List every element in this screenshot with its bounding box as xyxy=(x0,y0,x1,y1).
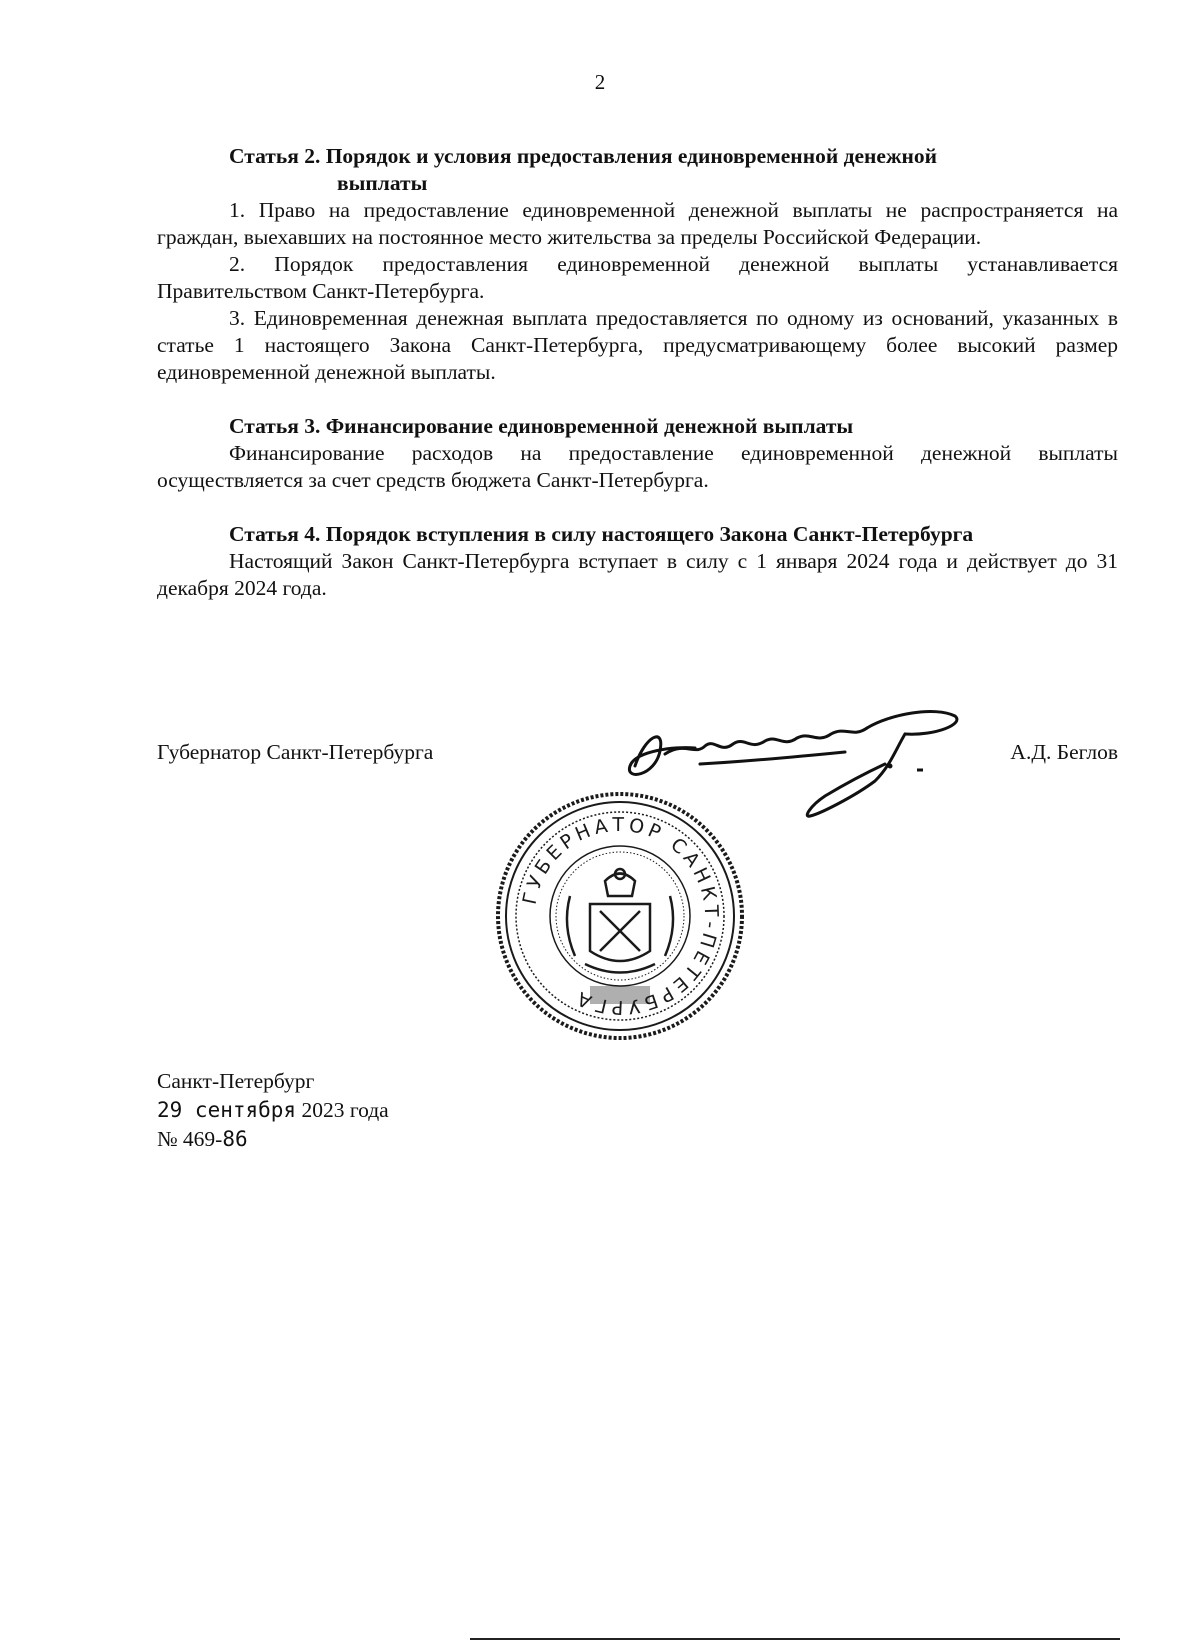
svg-text:ГУБЕРНАТОР САНКТ-ПЕТЕРБУРГА: ГУБЕРНАТОР САНКТ-ПЕТЕРБУРГА xyxy=(518,813,723,1019)
signatory-name: А.Д. Беглов xyxy=(1010,740,1118,764)
article-2-heading-line1: Статья 2. Порядок и условия предоставления единовременной денежной xyxy=(229,144,938,168)
article-4-paragraph-1: Настоящий Закон Санкт-Петербурга вступает в силу с 1 января 2024 года и действует до 31 декабря 2024 года. xyxy=(157,549,1118,600)
article-3-paragraph-1: Финансирование расходов на предоставление единовременной денежной выплаты осуществляется за счет средств бюджета Санкт-Петербурга. xyxy=(157,441,1118,492)
article-2-heading xyxy=(157,143,1118,197)
footer-city: Санкт-Петербург xyxy=(157,1069,315,1093)
article-4 xyxy=(157,521,1118,602)
signatory-position: Губернатор Санкт-Петербурга xyxy=(157,740,434,764)
article-2-paragraph-3: 3. Единовременная денежная выплата предоставляется по одному из оснований, указанных в статье 1 настоящего Закона Санкт-Петербурга, предусматривающему более высокий размер единовременной денежной выплаты. xyxy=(157,306,1118,384)
page-number: 2 xyxy=(594,70,606,94)
article-2-paragraph-2: 2. Порядок предоставления единовременной денежной выплаты устанавливается Правительством Санкт-Петербурга. xyxy=(157,252,1118,303)
footer-number-value: 86 xyxy=(222,1127,248,1151)
article-2-paragraph-1: 1. Право на предоставление единовременной денежной выплаты не распространяется на граждан, выехавших на постоянное место жительства за пределы Российской Федерации. xyxy=(157,198,1118,249)
official-seal-stamp xyxy=(490,786,750,1046)
footer-date-day-month: 29 сентября xyxy=(157,1098,297,1122)
footer-date-year: 2023 года xyxy=(301,1098,389,1122)
footer-number-prefix: № 469- xyxy=(157,1127,223,1151)
article-3-heading: Статья 3. Финансирование единовременной денежной выплаты xyxy=(229,414,854,438)
footer-number xyxy=(157,1125,389,1154)
footer-date xyxy=(157,1096,389,1125)
article-2-heading-line2: выплаты xyxy=(337,171,428,195)
bottom-edge-line xyxy=(470,1638,1120,1640)
article-3 xyxy=(157,413,1118,494)
document-body xyxy=(157,143,1118,629)
article-2 xyxy=(157,143,1118,386)
document-footer xyxy=(157,1067,389,1154)
article-4-heading: Статья 4. Порядок вступления в силу настоящего Закона Санкт-Петербурга xyxy=(229,522,974,546)
